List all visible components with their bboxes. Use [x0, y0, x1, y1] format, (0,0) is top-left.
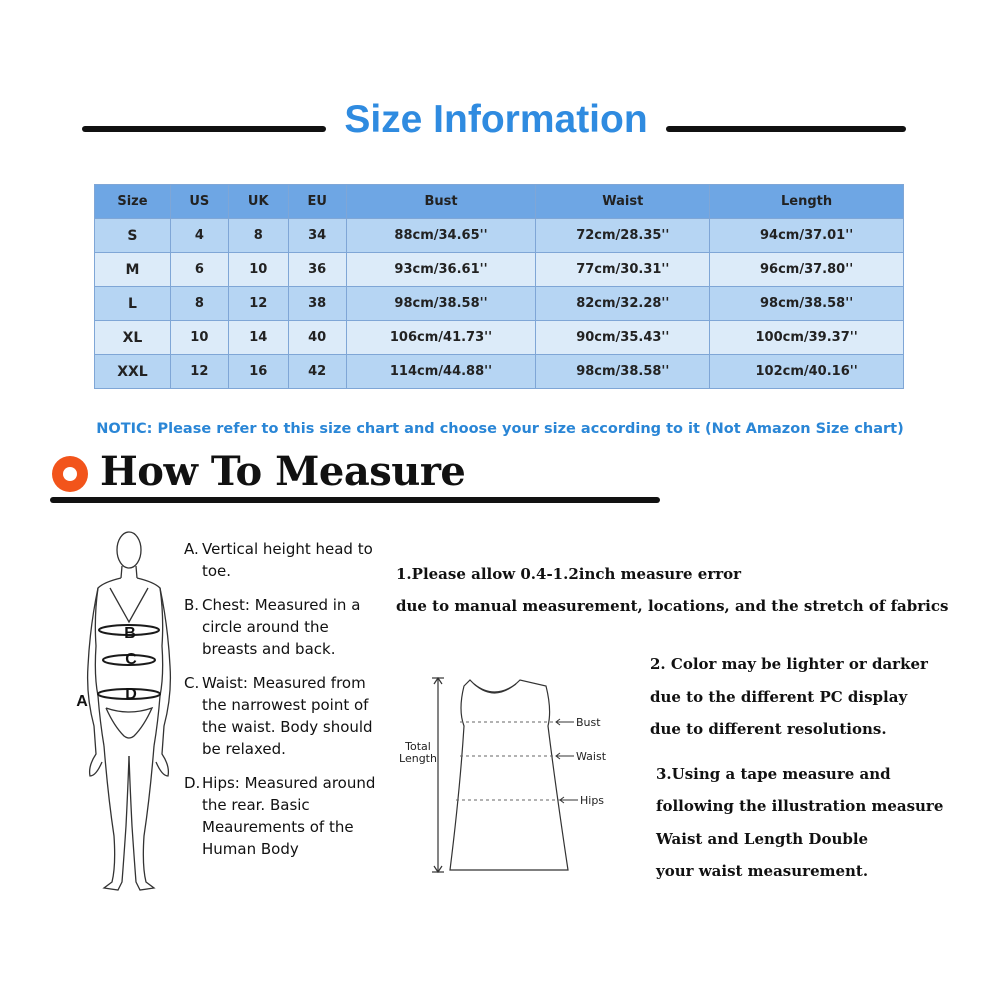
column-header-eu: EU: [288, 185, 346, 219]
cell-length: 96cm/37.80'': [710, 253, 904, 287]
size-table: [94, 184, 904, 389]
dress-label-total: Total: [405, 740, 431, 753]
size-chart-notice: NOTIC: Please refer to this size chart and choose your size according to it (Not Amazon Size chart): [96, 421, 904, 437]
note-text: Vertical height head to toe.: [202, 540, 373, 580]
column-header-uk: UK: [228, 185, 288, 219]
figure-label-d: D: [125, 686, 137, 703]
cell-eu: 38: [288, 287, 346, 321]
cell-uk: 10: [228, 253, 288, 287]
column-header-length: Length: [710, 185, 904, 219]
column-header-us: US: [170, 185, 228, 219]
cell-bust: 114cm/44.88'': [346, 355, 536, 389]
note-key: C.: [184, 674, 200, 692]
dress-label-bust: Bust: [576, 716, 601, 729]
note-key: B.: [184, 596, 200, 614]
instruction-line: your waist measurement.: [656, 862, 869, 880]
cell-size: XXL: [95, 355, 171, 389]
cell-us: 10: [170, 321, 228, 355]
table-row: [95, 321, 904, 355]
instruction-line: 1.Please allow 0.4-1.2inch measure error: [396, 565, 742, 583]
cell-eu: 40: [288, 321, 346, 355]
note-text: Waist: Measured from the narrowest point of the waist. Body should be relaxed.: [202, 674, 373, 758]
cell-waist: 90cm/35.43'': [536, 321, 710, 355]
cell-waist: 98cm/38.58'': [536, 355, 710, 389]
cell-eu: 42: [288, 355, 346, 389]
instruction-line: 2. Color may be lighter or darker: [650, 655, 928, 673]
body-outline-figure: [74, 526, 174, 898]
how-to-measure-title: How To Measure: [100, 448, 466, 495]
note-key: D.: [184, 774, 201, 792]
cell-us: 12: [170, 355, 228, 389]
note-chest: [184, 594, 384, 660]
size-table-header: [95, 185, 904, 219]
cell-bust: 93cm/36.61'': [346, 253, 536, 287]
note-waist: [184, 672, 384, 760]
column-header-size: Size: [95, 185, 171, 219]
instruction-line: Waist and Length Double: [656, 830, 869, 848]
header-rule-left: [82, 126, 326, 132]
cell-size: M: [95, 253, 171, 287]
cell-size: XL: [95, 321, 171, 355]
cell-us: 4: [170, 219, 228, 253]
cell-eu: 36: [288, 253, 346, 287]
note-height: [184, 538, 384, 582]
cell-size: L: [95, 287, 171, 321]
figure-label-b: B: [124, 625, 136, 642]
instruction-line: due to manual measurement, locations, and the stretch of fabrics: [396, 597, 949, 615]
table-row: [95, 253, 904, 287]
figure-label-c: C: [125, 651, 137, 668]
header-rule-right: [666, 126, 906, 132]
dress-label-waist: Waist: [576, 750, 607, 763]
cell-length: 100cm/39.37'': [710, 321, 904, 355]
cell-uk: 8: [228, 219, 288, 253]
figure-label-a: A: [76, 693, 88, 710]
note-text: Chest: Measured in a circle around the breasts and back.: [202, 596, 361, 658]
measurement-notes: [184, 538, 384, 872]
cell-waist: 77cm/30.31'': [536, 253, 710, 287]
how-to-measure-rule: [50, 497, 660, 503]
note-text: Hips: Measured around the rear. Basic Meaurements of the Human Body: [202, 774, 376, 858]
circle-bullet-icon: [52, 456, 88, 492]
page-title: Size Information: [344, 98, 648, 141]
cell-length: 98cm/38.58'': [710, 287, 904, 321]
instruction-line: due to different resolutions.: [650, 720, 887, 738]
cell-uk: 12: [228, 287, 288, 321]
note-hips: [184, 772, 384, 860]
column-header-waist: Waist: [536, 185, 710, 219]
cell-waist: 72cm/28.35'': [536, 219, 710, 253]
dress-label-hips: Hips: [580, 794, 605, 807]
table-row: [95, 287, 904, 321]
cell-uk: 16: [228, 355, 288, 389]
instruction-line: 3.Using a tape measure and: [656, 765, 891, 783]
cell-bust: 106cm/41.73'': [346, 321, 536, 355]
instruction-line: due to the different PC display: [650, 688, 908, 706]
cell-uk: 14: [228, 321, 288, 355]
cell-us: 6: [170, 253, 228, 287]
cell-bust: 88cm/34.65'': [346, 219, 536, 253]
table-row: [95, 219, 904, 253]
dress-label-length: Length: [399, 752, 437, 765]
dress-diagram: [394, 670, 624, 880]
table-row: [95, 355, 904, 389]
cell-waist: 82cm/32.28'': [536, 287, 710, 321]
column-header-bust: Bust: [346, 185, 536, 219]
cell-bust: 98cm/38.58'': [346, 287, 536, 321]
note-key: A.: [184, 540, 199, 558]
cell-length: 102cm/40.16'': [710, 355, 904, 389]
instruction-line: following the illustration measure: [656, 797, 944, 815]
cell-eu: 34: [288, 219, 346, 253]
cell-length: 94cm/37.01'': [710, 219, 904, 253]
cell-us: 8: [170, 287, 228, 321]
cell-size: S: [95, 219, 171, 253]
